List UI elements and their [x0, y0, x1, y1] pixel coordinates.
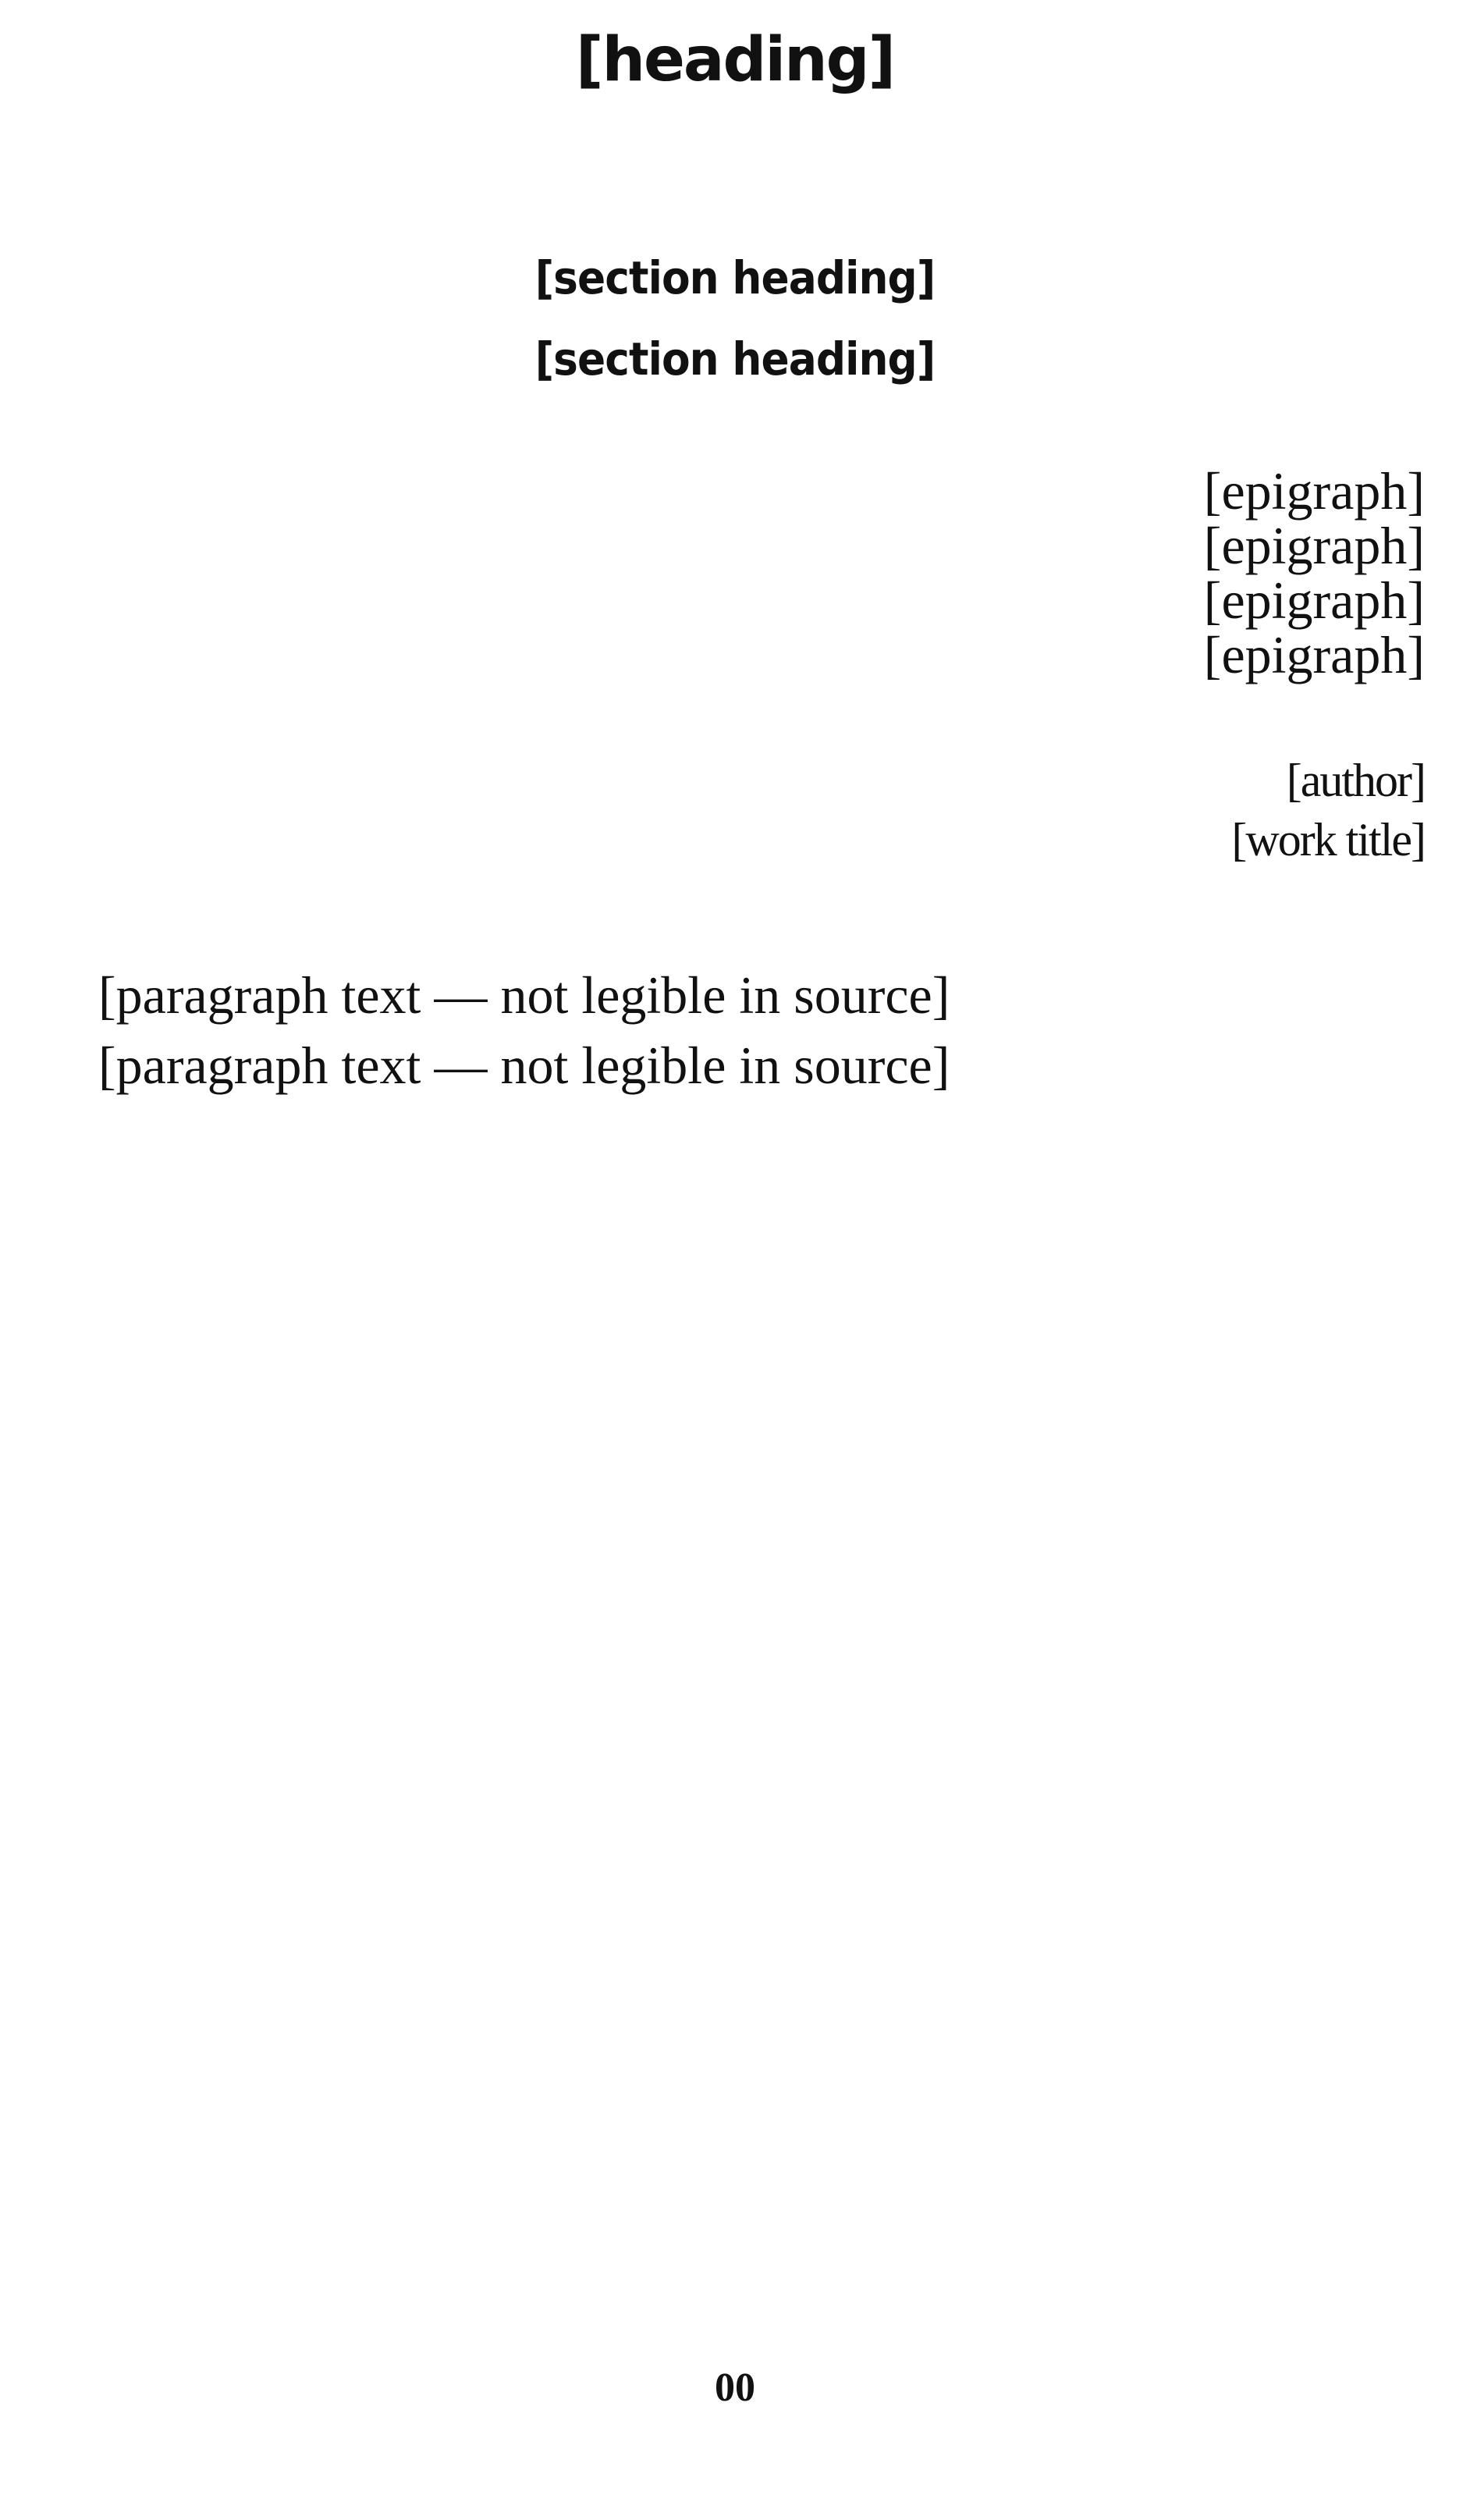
- body-paragraph-2: [paragraph text — not legible in source]: [98, 1035, 950, 1095]
- chapter-title: [heading]: [575, 25, 895, 95]
- page-number: 00: [715, 2365, 755, 2410]
- epigraph-attribution: [31, 751, 1425, 869]
- epigraph-line-4: [epigraph]: [1203, 625, 1425, 684]
- body-paragraph-1: [paragraph text — not legible in source]: [98, 965, 950, 1025]
- epigraph-line-2: [epigraph]: [1203, 516, 1425, 575]
- attribution-work: [work title]: [1231, 814, 1425, 865]
- body-text: [33, 966, 1425, 1095]
- section-title-line-1: [section heading]: [534, 251, 936, 304]
- epigraph: [31, 461, 1425, 684]
- attribution-author: [author]: [1286, 755, 1425, 806]
- epigraph-line-1: [epigraph]: [1203, 461, 1425, 521]
- epigraph-line-3: [epigraph]: [1203, 570, 1425, 630]
- section-title: [87, 237, 1383, 400]
- section-title-line-2: [section heading]: [534, 332, 936, 386]
